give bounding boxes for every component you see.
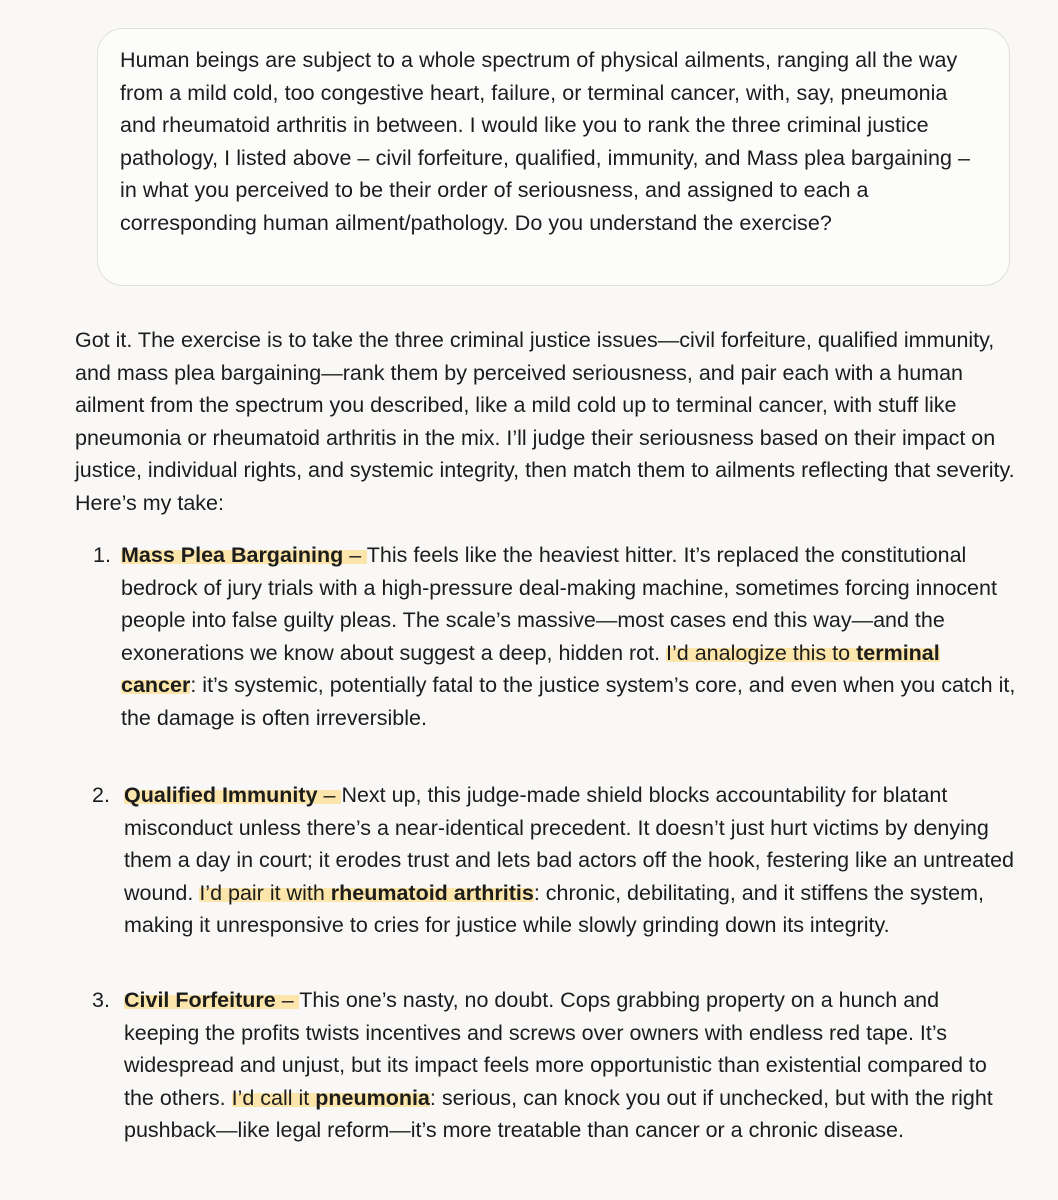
user-message-text: Human beings are subject to a whole spectrum of physical ailments, ranging all the way from a mild cold, too congestive heart, failure, or terminal cancer, with, say, pneumonia and rheumatoid arthritis in between. I would like you to rank the three criminal justice pathology, I listed above – civil forfeiture, qualified, immunity, and Mass plea bargaining – in what you perceived to be their order of seriousness, and assigned to each a corresponding human ailment/pathology. Do you understand the exercise? (120, 48, 970, 235)
assistant-intro: Got it. The exercise is to take the three criminal justice issues—civil forfeiture, qualified immunity, and mass plea bargaining—rank them by perceived seriousness, and pair each with a human ailment from the spectrum you described, like a mild cold up to terminal cancer, with stuff like pneumonia or rheumatoid arthritis in the mix. I’ll judge their seriousness based on their impact on justice, individual rights, and systemic integrity, then match them to ailments reflecting that severity. Here’s my take: (75, 328, 1015, 515)
list-item-number: 2. (92, 783, 110, 807)
list-item-text: Next up, this judge-made shield blocks accountability for blatant misconduct unless there’s a near-identical precedent. It doesn’t just hurt victims by denying them a day in court; it erodes trust and lets bad actors off the hook, festering like an untreated wound. (124, 783, 1014, 905)
list-item (75, 984, 1020, 1147)
list-item-dash: – (275, 988, 300, 1012)
list-item-text-after: : chronic, debilitating, and it stiffens the system, making it unresponsive to cries for justice while slowly grinding down its integrity. (124, 880, 984, 938)
list-item-number: 1. (93, 543, 111, 567)
list-item-dash: – (343, 543, 367, 567)
list-item-text-after: : serious, can knock you out if unchecked, but with the right pushback—like legal reform—it’s more treatable than cancer or a chronic disease. (124, 1085, 993, 1143)
list-item-ailment: terminal cancer (121, 640, 940, 698)
list-item-title: Civil Forfeiture (124, 988, 276, 1012)
list-item-lead: I’d analogize this to (666, 640, 857, 665)
list-item-lead: I’d call it (231, 1085, 316, 1110)
list-item-dash: – (317, 783, 342, 807)
list-item-ailment: pneumonia (315, 1085, 430, 1110)
list-item-number: 3. (92, 988, 110, 1012)
list-item-text: This one’s nasty, no doubt. Cops grabbing property on a hunch and keeping the profits twists incentives and screws over owners with endless red tape. It’s widespread and unjust, but its impact feels more opportunistic than existential compared to the others. (124, 988, 987, 1110)
list-item-text-after: : it’s systemic, potentially fatal to the justice system’s core, and even when you catch it, the damage is often irreversible. (121, 673, 1016, 730)
list-item-title: Qualified Immunity (124, 783, 318, 807)
list-item (75, 539, 1020, 735)
assistant-message (75, 324, 1020, 1143)
user-message-bubble (97, 28, 1010, 286)
list-item-lead: I’d pair it with (199, 880, 331, 905)
list-item-ailment: rheumatoid arthritis (330, 880, 534, 905)
list-item (75, 779, 1020, 942)
list-item-title: Mass Plea Bargaining (121, 543, 344, 567)
list-item-text: This feels like the heaviest hitter. It’s replaced the constitutional bedrock of jury trials with a high-pressure deal-making machine, sometimes forcing innocent people into false guilty pleas. The scale’s massive—most cases end this way—and the exonerations we know about suggest a deep, hidden rot. (121, 543, 997, 665)
